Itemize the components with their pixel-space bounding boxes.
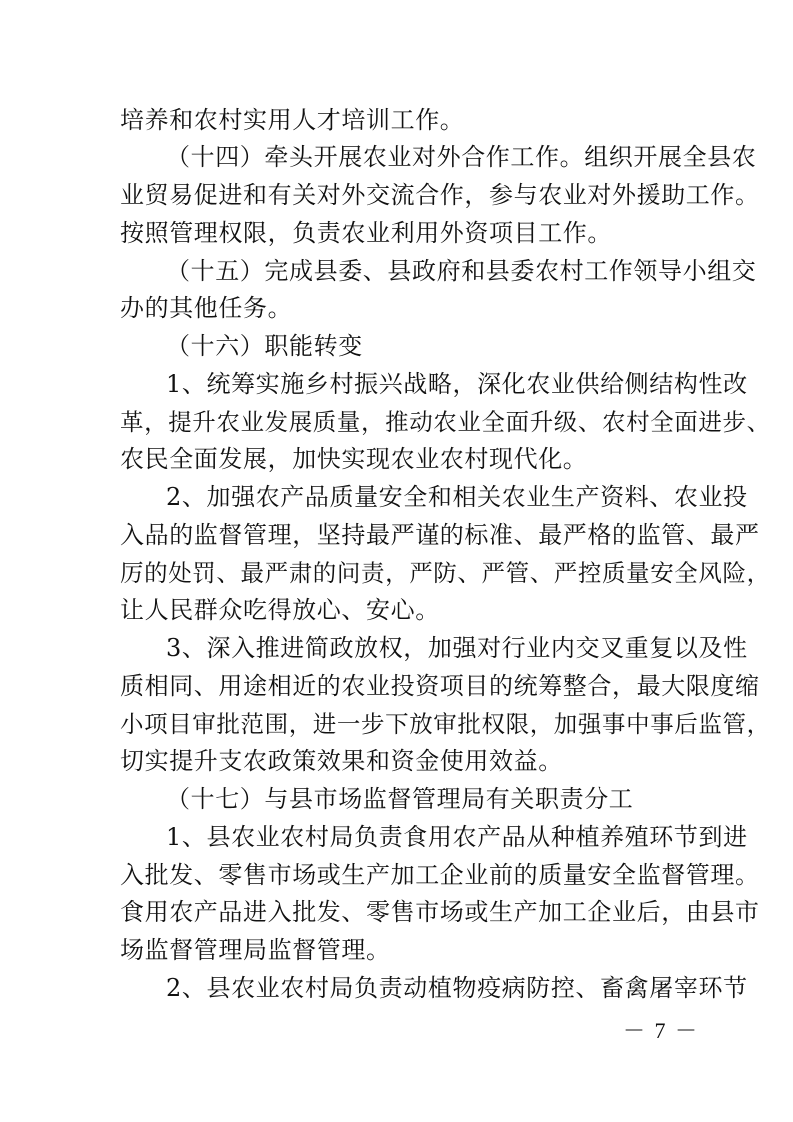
text-line-16: 质相同、用途相近的农业投资项目的统筹整合，最大限度缩	[120, 672, 760, 700]
text-line-20: 1、县农业农村局负责食用农产品从种植养殖环节到进	[166, 823, 748, 851]
text-line-8: 1、统筹实施乡村振兴战略，深化农业供给侧结构性改	[166, 370, 748, 398]
text-line-6: 办的其他任务。	[120, 294, 293, 322]
text-line-14: 让人民群众吃得放心、安心。	[120, 596, 440, 624]
text-line-17: 小项目审批范围，进一步下放审批权限，加强事中事后监管，	[120, 710, 771, 738]
text-line-2: （十四）牵头开展农业对外合作工作。组织开展全县农	[166, 143, 757, 171]
text-line-13: 厉的处罚、最严肃的问责，严防、严管、严控质量安全风险，	[120, 559, 771, 587]
text-line-7: （十六）职能转变	[166, 332, 363, 360]
text-line-23: 场监督管理局监督管理。	[120, 936, 391, 964]
text-line-21: 入批发、零售市场或生产加工企业前的质量安全监督管理。	[120, 861, 760, 889]
text-line-5: （十五）完成县委、县政府和县委农村工作领导小组交	[166, 257, 757, 285]
text-line-24: 2、县农业农村局负责动植物疫病防控、畜禽屠宰环节	[166, 974, 748, 1002]
page-number: － 7 －	[623, 1018, 700, 1043]
text-line-22: 食用农产品进入批发、零售市场或生产加工企业后，由县市	[120, 898, 760, 926]
text-line-15: 3、深入推进简政放权，加强对行业内交叉重复以及性	[166, 634, 748, 662]
text-line-11: 2、加强农产品质量安全和相关农业生产资料、农业投	[166, 483, 748, 511]
text-line-10: 农民全面发展，加快实现农业农村现代化。	[120, 445, 588, 473]
text-line-18: 切实提升支农政策效果和资金使用效益。	[120, 747, 563, 775]
text-line-19: （十七）与县市场监督管理局有关职责分工	[166, 785, 634, 813]
text-line-12: 入品的监督管理，坚持最严谨的标准、最严格的监管、最严	[120, 521, 760, 549]
text-line-9: 革，提升农业发展质量，推动农业全面升级、农村全面进步、	[120, 408, 771, 436]
text-line-3: 业贸易促进和有关对外交流合作，参与农业对外援助工作。	[120, 181, 760, 209]
text-line-1: 培养和农村实用人才培训工作。	[120, 106, 465, 134]
text-line-4: 按照管理权限，负责农业利用外资项目工作。	[120, 219, 612, 247]
